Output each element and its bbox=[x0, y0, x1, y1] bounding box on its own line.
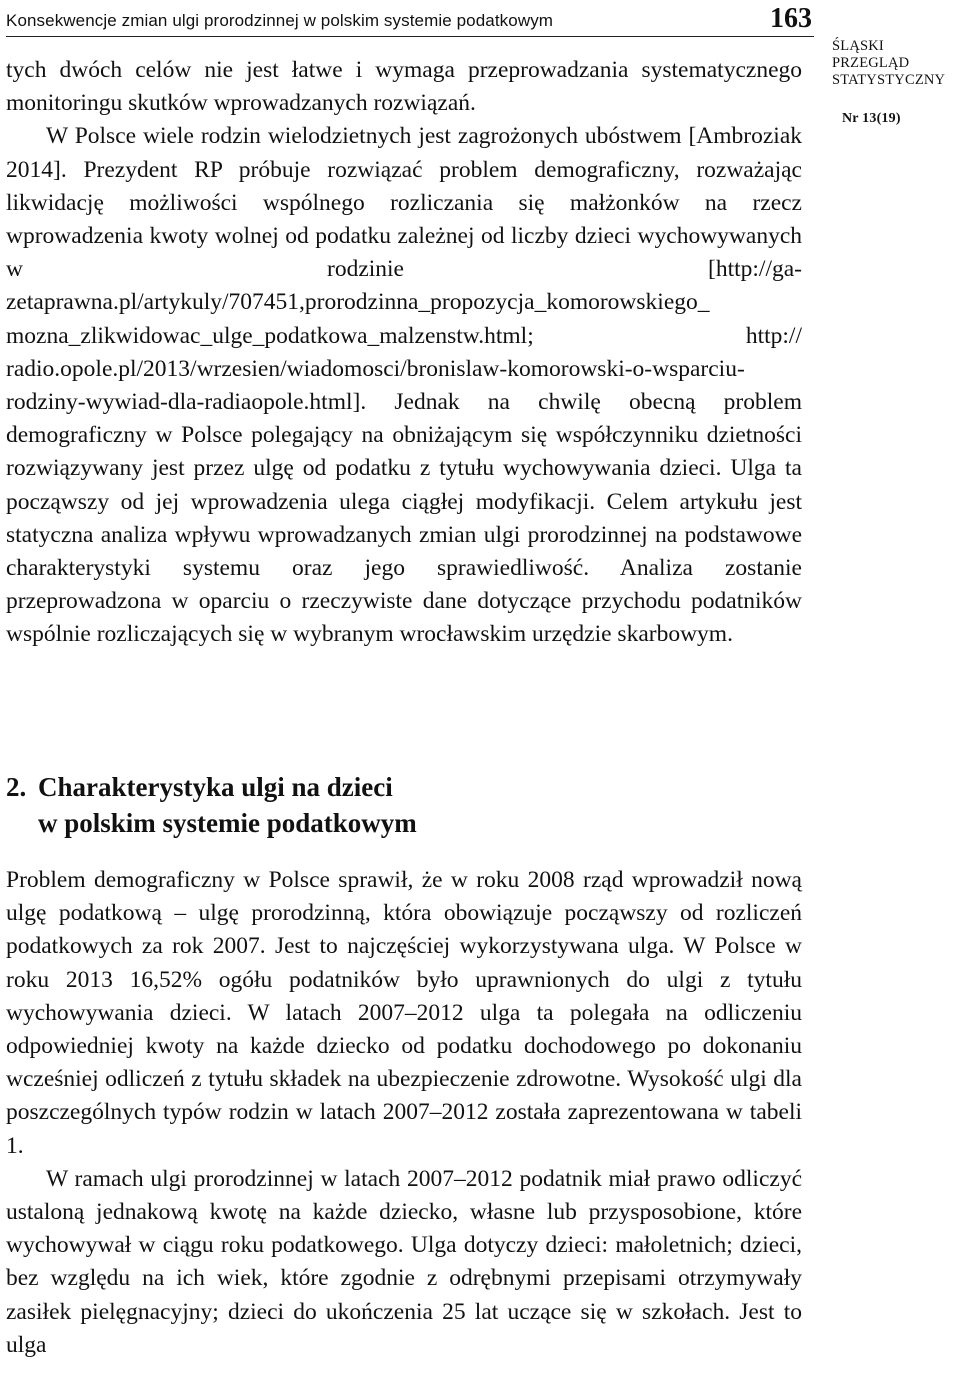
running-title: Konsekwencje zmian ulgi prorodzinnej w polskim systemie podatkowym bbox=[6, 11, 554, 30]
section-title-line-1: Charakterystyka ulgi na dzieci bbox=[38, 772, 393, 802]
running-header bbox=[6, 3, 814, 37]
section-number: 2. bbox=[6, 772, 27, 802]
intro-paragraph: W Polsce wiele rodzin wielodzietnych jest zagrożonych ubóstwem [Ambroziak 2014]. Prezydent RP próbuje rozwiązać problem demograficzny, rozważając likwidację możliwości wspólnego rozliczania się małżonków na rzecz wprowadzenia kwoty wolnej od podatku zależnej od liczby dzieci wychowywanych w rodzinie [http://gazetaprawna.pl/artykuly/707451,prorodzinna_propozycja_komorowskiego_ mozna_zlikwidowac_ulge_podatkowa_malzenstw.html; http:// radio.opole.pl/2013/wrzesien/wiadomosci/bronislaw-komorowski-o-wsparciu-rodziny-wywiad-dla-radiaopole.html]. Jednak na chwilę obecną problem demograficzny w Polsce polegający na obniżającym się współczynniku dzietności rozwiązywany jest przez ulgę od podatku z tytułu wychowywania dzieci. Ulga ta począwszy od jej wprowadzenia ulega ciągłej modyfikacji. Celem artykułu jest statyczna analiza wpływu wprowadzanych zmian ulgi prorodzinnej na podstawowe charakterystyki systemu oraz jego sprawiedliwość. Analiza zostanie przeprowadzona w oparciu o rzeczywiste dane dotyczące przychodu podatników wspólnie rozliczających się w wybranym wrocławskim urzędzie skarbowym. bbox=[6, 123, 802, 648]
section-body bbox=[6, 864, 802, 1362]
journal-name-line: ŚLĄSKI bbox=[832, 38, 884, 54]
body-paragraph: W ramach ulgi prorodzinnej w latach 2007–2012 podatnik miał prawo odliczyć ustaloną jednakową kwotę na każde dziecko, własne lub przysposobione, które wychowywał w ciągu roku podatkowego. Ulga dotyczy dzieci: małoletnich; dzieci, bez względu na ich wiek, które zgodnie z odrębnymi przepisami otrzymywały zasiłek pielęgnacyjny; dzieci do ukończenia 25 lat uczące się w szkołach. Jest to ulga bbox=[6, 1165, 802, 1358]
journal-name-line: STATYSTYCZNY bbox=[832, 72, 946, 88]
journal-mark bbox=[832, 38, 958, 127]
intro-text bbox=[6, 54, 802, 652]
body-paragraph: Problem demograficzny w Polsce sprawił, że w roku 2008 rząd wprowadził nową ulgę podatkową – ulgę prorodzinną, która obowiązuje począwszy od rozliczeń podatkowych za rok 2007. Jest to najczęściej wykorzystywana ulga. W Polsce w roku 2013 16,52% ogółu podatników było uprawnionych do ulgi z tytułu wychowywania dzieci. W latach 2007–2012 ulga ta polegała na odliczeniu odpowiedniej kwoty na każde dziecko od podatku dochodowego po dokonaniu wcześniej odliczeń z tytułu składek na ubezpieczenie zdrowotne. Wysokość ulgi dla poszczególnych typów rodzin w latach 2007–2012 została zaprezentowana w tabeli 1. bbox=[6, 867, 802, 1159]
intro-paragraph-continued: tych dwóch celów nie jest łatwe i wymaga przeprowadzania systematycznego monitoringu skutków wprowadzanych rozwiązań. bbox=[6, 57, 802, 117]
journal-issue: Nr 13(19) bbox=[842, 111, 901, 126]
section-title-line-2: w polskim systemie podatkowym bbox=[38, 808, 417, 838]
journal-name-line: PRZEGLĄD bbox=[832, 55, 910, 71]
section-heading bbox=[6, 769, 802, 841]
journal-name bbox=[832, 38, 958, 89]
page-number: 163 bbox=[770, 3, 812, 34]
